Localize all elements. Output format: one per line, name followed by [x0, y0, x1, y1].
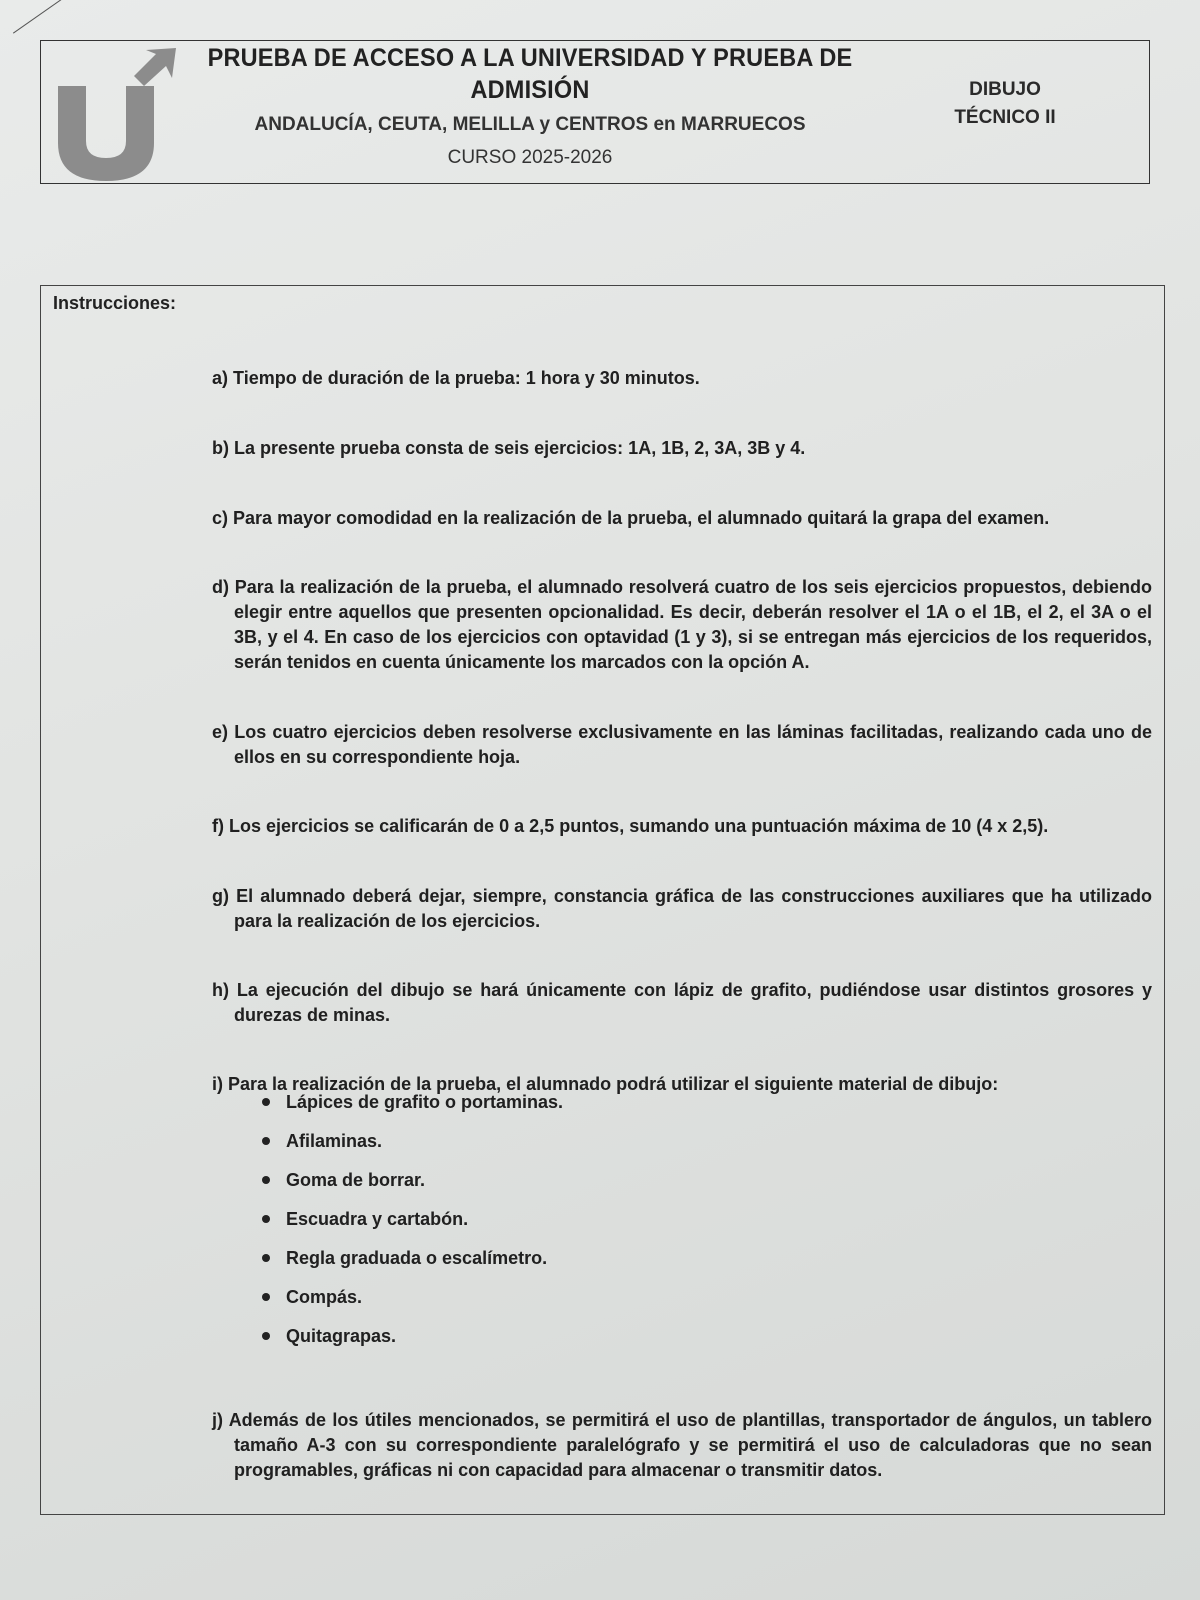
item-letter: a): [212, 368, 229, 388]
item-letter: e): [212, 722, 229, 742]
item-letter: j): [212, 1410, 223, 1430]
item-text: Además de los útiles mencionados, se permitirá el uso de plantillas, transportador de ángulos, un tablero tamaño A-3 con su correspondiente paralelógrafo y se permitirá el uso de calculadoras que no sean programables, gráficas ni con capacidad para almacenar o transmitir datos.: [228, 1410, 1152, 1480]
bullet-icon: [262, 1176, 270, 1184]
university-logo: [48, 46, 178, 186]
title-line-2: ADMISIÓN: [470, 76, 590, 104]
instruction-item-c: [212, 506, 1152, 531]
item-letter: i): [212, 1074, 223, 1094]
item-text: Los cuatro ejercicios deben resolverse exclusivamente en las láminas facilitadas, realizando cada uno de ellos en su correspondiente hoja.: [234, 722, 1152, 767]
item-text: Para mayor comodidad en la realización de la prueba, el alumnado quitará la grapa del examen.: [233, 508, 1050, 528]
item-letter: c): [212, 508, 229, 528]
instruction-item-h: [212, 978, 1152, 1028]
material-text: Afilaminas.: [286, 1131, 383, 1151]
item-text: Para la realización de la prueba, el alumnado resolverá cuatro de los seis ejercicios propuestos, debiendo elegir entre aquellos que presenten opcionalidad. Es decir, deberán resolver el 1A o el 1B, el 2, el 3A o el 3B, y el 4. En caso de los ejercicios con optavidad (1 y 3), si se entregan más ejercicios de los requeridos, serán tenidos en cuenta únicamente los marcados con la opción A.: [234, 577, 1152, 672]
instruction-item-g: [212, 884, 1152, 934]
instructions-heading: Instrucciones:: [53, 293, 177, 313]
bullet-icon: [262, 1098, 270, 1106]
bullet-icon: [262, 1293, 270, 1301]
title-line-1: PRUEBA DE ACCESO A LA UNIVERSIDAD Y PRUEBA DE: [207, 44, 853, 72]
item-text: El alumnado deberá dejar, siempre, constancia gráfica de las construcciones auxiliares que ha utilizado para la realización de los ejercicios.: [234, 886, 1152, 931]
instruction-item-j: [212, 1408, 1152, 1483]
material-text: Compás.: [286, 1287, 363, 1307]
paper-corner-line: [13, 0, 71, 34]
item-letter: h): [212, 980, 229, 1000]
material-text: Regla graduada o escalímetro.: [286, 1248, 548, 1268]
instruction-item-e: [212, 720, 1152, 770]
bullet-icon: [262, 1137, 270, 1145]
course-text: CURSO 2025-2026: [447, 147, 613, 168]
item-text: La ejecución del dibujo se hará únicamente con lápiz de grafito, pudiéndose usar distintos grosores y durezas de minas.: [234, 980, 1152, 1025]
list-item: [262, 1130, 563, 1169]
bullet-icon: [262, 1215, 270, 1223]
item-letter: b): [212, 438, 229, 458]
item-text: Para la realización de la prueba, el alumnado podrá utilizar el siguiente material de dibujo:: [228, 1074, 999, 1094]
item-letter: f): [212, 816, 224, 836]
material-text: Escuadra y cartabón.: [286, 1209, 469, 1229]
subject-line-2: TÉCNICO II: [954, 107, 1056, 128]
list-item: [262, 1286, 563, 1325]
item-text: Los ejercicios se calificarán de 0 a 2,5 puntos, sumando una puntuación máxima de 10 (4 x 2,5).: [229, 816, 1049, 836]
instruction-item-b: [212, 436, 1152, 461]
instruction-item-f: [212, 814, 1152, 839]
material-text: Quitagrapas.: [286, 1326, 397, 1346]
bullet-icon: [262, 1332, 270, 1340]
list-item: [262, 1091, 563, 1130]
bullet-icon: [262, 1254, 270, 1262]
item-letter: d): [212, 577, 229, 597]
subject-line-1: DIBUJO: [969, 79, 1041, 100]
list-item: [262, 1247, 563, 1286]
instruction-item-a: [212, 366, 1152, 391]
item-letter: g): [212, 886, 229, 906]
item-text: La presente prueba consta de seis ejercicios: 1A, 1B, 2, 3A, 3B y 4.: [234, 438, 806, 458]
material-text: Lápices de grafito o portaminas.: [286, 1092, 564, 1112]
item-text: Tiempo de duración de la prueba: 1 hora y 30 minutos.: [233, 368, 700, 388]
instruction-item-d: [212, 575, 1152, 675]
region-text: ANDALUCÍA, CEUTA, MELILLA y CENTROS en MARRUECOS: [254, 114, 806, 135]
list-item: [262, 1208, 563, 1247]
list-item: [262, 1325, 563, 1364]
materials-list: [262, 1091, 563, 1364]
list-item: [262, 1169, 563, 1208]
material-text: Goma de borrar.: [286, 1170, 426, 1190]
